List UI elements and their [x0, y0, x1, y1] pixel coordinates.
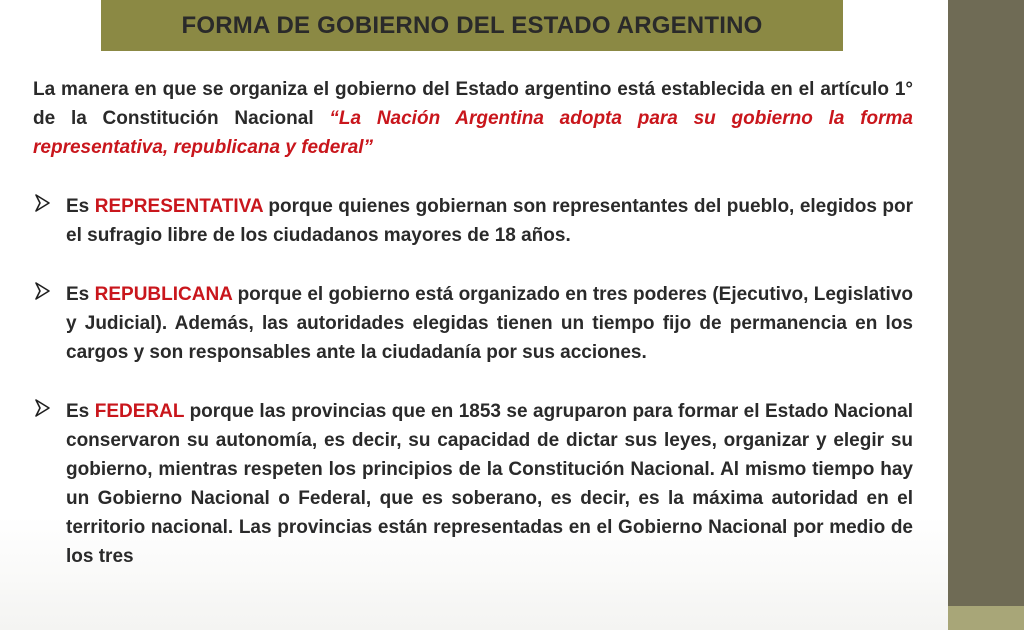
slide-content — [33, 75, 913, 571]
bullet-text: porque las provincias que en 1853 se agruparon para formar el Estado Nacional conservaron su autonomía, es decir, su capacidad de dictar sus leyes, organizar y elegir su gobierno, mientras respeten los principios de la Constitución Nacional. Al mismo tiempo hay un Gobierno Nacional o Federal, que es soberano, es decir, es la máxima autoridad en el territorio nacional. Las provincias están representadas en el Gobierno Nacional por medio de los tres — [66, 401, 913, 567]
side-accent-block — [948, 606, 1024, 630]
slide-title: FORMA DE GOBIERNO DEL ESTADO ARGENTINO — [181, 11, 763, 39]
arrow-bullet-icon — [33, 398, 53, 418]
list-item — [33, 192, 913, 250]
bullet-keyword: REPRESENTATIVA — [94, 196, 263, 217]
bullet-prefix: Es — [66, 284, 90, 305]
bullet-prefix: Es — [66, 401, 90, 422]
intro-paragraph — [33, 75, 913, 162]
arrow-bullet-icon — [33, 281, 53, 301]
intro-text: La manera en que se organiza el gobierno del Estado argentino está establecida en el artículo 1° de la Constitución Nacional — [33, 79, 913, 129]
bullet-keyword: REPUBLICANA — [94, 284, 233, 305]
bullet-text: porque el gobierno está organizado en tres poderes (Ejecutivo, Legislativo y Judicial). Además, las autoridades elegidas tienen un tiempo fijo de permanencia en los cargos y son responsables ante la ciudadanía por sus acciones. — [66, 284, 914, 363]
list-item — [33, 280, 913, 367]
bullet-list — [33, 192, 913, 571]
constitution-quote: “La Nación Argentina adopta para su gobierno la forma representativa, republicana y federal” — [33, 108, 913, 158]
bullet-keyword: FEDERAL — [94, 401, 185, 422]
list-item — [33, 397, 913, 571]
bullet-prefix: Es — [66, 196, 90, 217]
title-bar — [101, 0, 843, 51]
arrow-bullet-icon — [33, 193, 53, 213]
bullet-text: porque quienes gobiernan son representantes del pueblo, elegidos por el sufragio libre de los ciudadanos mayores de 18 años. — [66, 196, 913, 246]
side-decorative-band — [948, 0, 1024, 630]
